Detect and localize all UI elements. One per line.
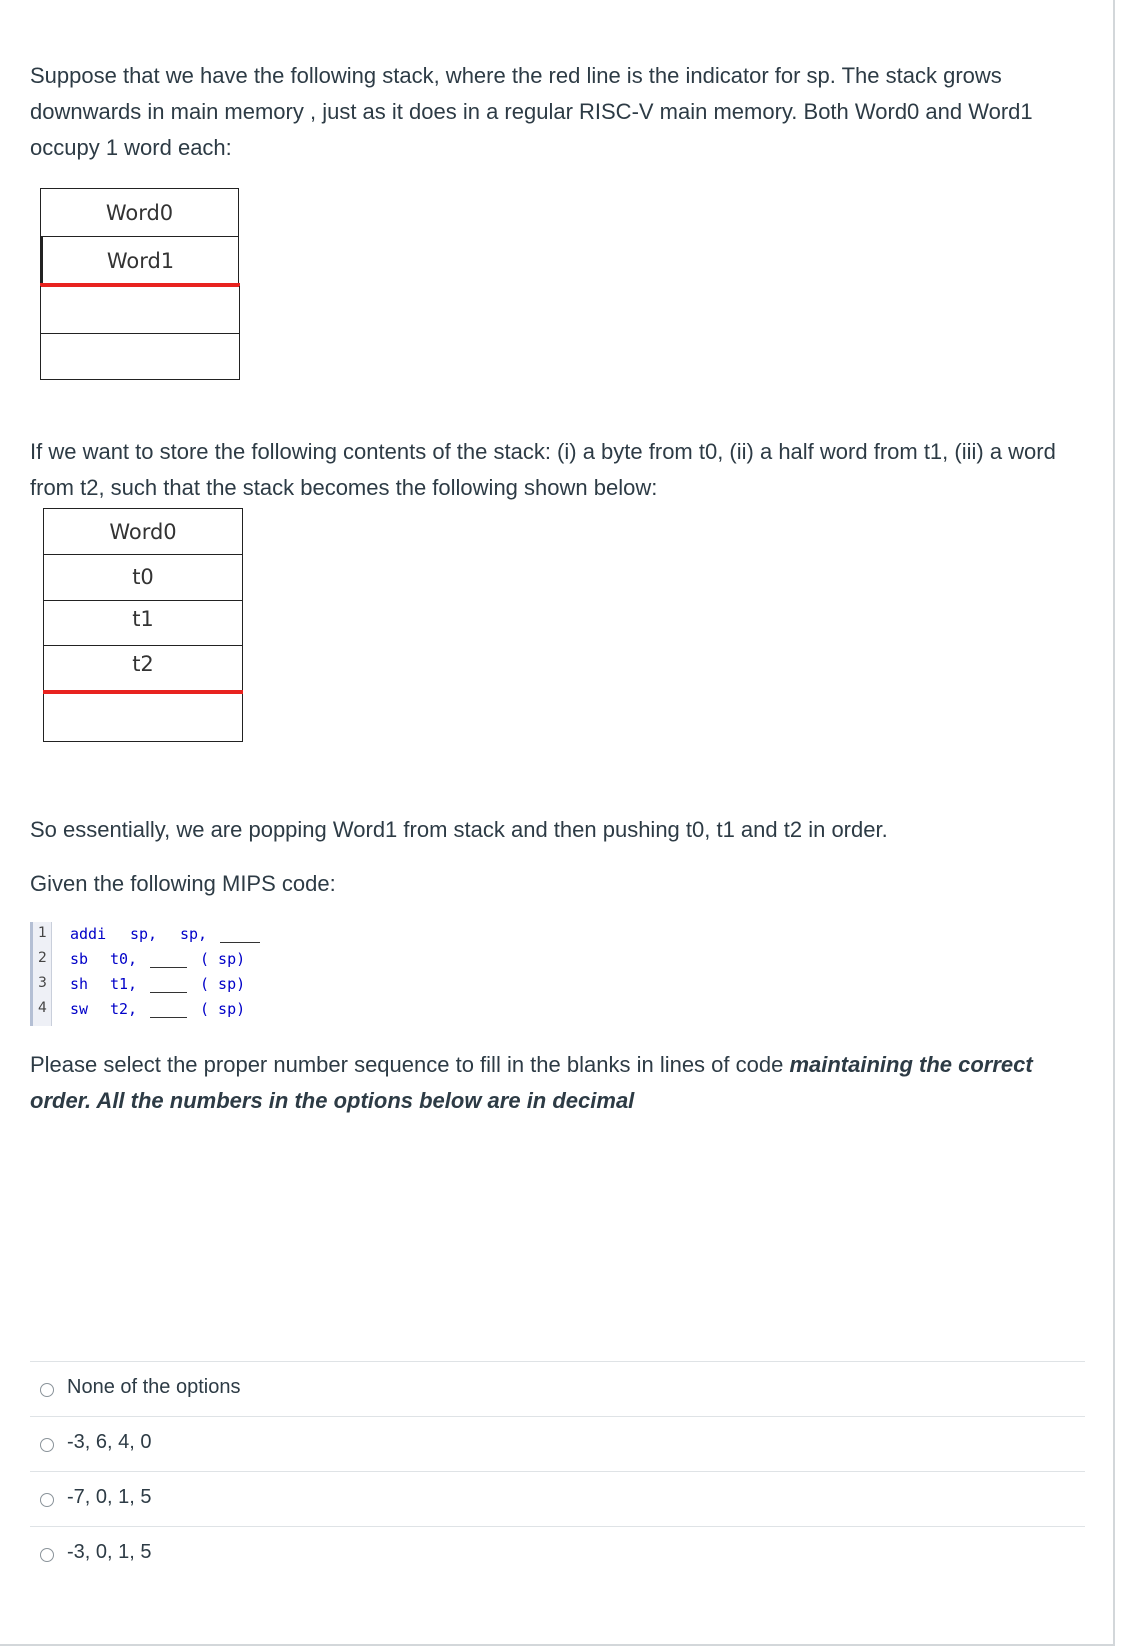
code-arg: sp, [180, 925, 208, 943]
code-blank [220, 942, 260, 943]
stack-cell [40, 188, 239, 237]
option-label: -3, 0, 1, 5 [67, 1541, 152, 1563]
code-op: addi [70, 925, 107, 943]
stack-cell [43, 600, 243, 646]
code-op: sh [70, 975, 89, 993]
stack-after-diagram [43, 508, 243, 742]
stack-cell [43, 645, 243, 692]
stack-cell-label: Word0 [105, 201, 174, 225]
code-tail: ( sp) [200, 1000, 246, 1018]
code-blank [150, 992, 187, 993]
stack-cell-label: Word0 [109, 520, 177, 544]
select-text: Please select the proper number sequence to fill in the blanks in lines of code [30, 1052, 790, 1077]
stack-cell [40, 333, 240, 380]
select-instructions [30, 1047, 1090, 1119]
store-description: If we want to store the following contents of the stack: (i) a byte from t0, (ii) a half word from t1, (iii) a word from t2, such that the stack becomes the following shown below: [30, 439, 1056, 500]
line-number: 1 [38, 925, 47, 941]
code-tail: ( sp) [200, 975, 246, 993]
stack-cell [43, 508, 243, 555]
code-op: sw [70, 1000, 89, 1018]
code-tail: ( sp) [200, 950, 246, 968]
radio-icon[interactable] [40, 1493, 54, 1507]
stack-cell [40, 236, 239, 285]
stack-cell [43, 554, 243, 601]
option-a[interactable] [30, 1416, 1085, 1473]
select-emphasis: maintaining the correct order. All the numbers in the options below are in decimal [30, 1052, 1033, 1113]
line-number: 3 [38, 975, 47, 991]
given-text: Given the following MIPS code: [30, 871, 336, 896]
code-arg: sp, [130, 925, 158, 943]
code-arg: t0, [110, 950, 138, 968]
line-number: 4 [38, 1000, 47, 1016]
stack-cell [40, 286, 240, 334]
option-label: None of the options [67, 1376, 241, 1398]
option-label: -7, 0, 1, 5 [67, 1486, 152, 1508]
stack-cell-label: Word1 [106, 249, 175, 273]
frame-right-border [1113, 0, 1115, 1645]
radio-icon[interactable] [40, 1548, 54, 1562]
code-op: sb [70, 950, 89, 968]
option-b[interactable] [30, 1471, 1085, 1528]
stack-cell-label: t0 [132, 565, 154, 589]
code-snippet [30, 922, 290, 1028]
radio-icon[interactable] [40, 1383, 54, 1397]
radio-icon[interactable] [40, 1438, 54, 1452]
stack-before-diagram [40, 188, 240, 380]
line-number: 2 [38, 950, 47, 966]
stack-cell [43, 694, 243, 742]
essentially-text: So essentially, we are popping Word1 from stack and then pushing t0, t1 and t2 in order. [30, 817, 888, 842]
option-none[interactable] [30, 1361, 1085, 1418]
code-arg: t1, [110, 975, 138, 993]
code-blank [150, 1017, 187, 1018]
frame-bottom-border [0, 1644, 1115, 1646]
code-blank [150, 967, 187, 968]
question-intro: Suppose that we have the following stack, where the red line is the indicator for sp. The stack grows downwards in main memory , just as it does in a regular RISC-V main memory. Both Word0 and Word1 occupy 1 word each: [30, 63, 1033, 160]
stack-cell-label: t1 [132, 607, 154, 631]
code-arg: t2, [110, 1000, 138, 1018]
option-c[interactable] [30, 1526, 1085, 1583]
option-label: -3, 6, 4, 0 [67, 1431, 152, 1453]
stack-cell-label: t2 [132, 652, 154, 676]
